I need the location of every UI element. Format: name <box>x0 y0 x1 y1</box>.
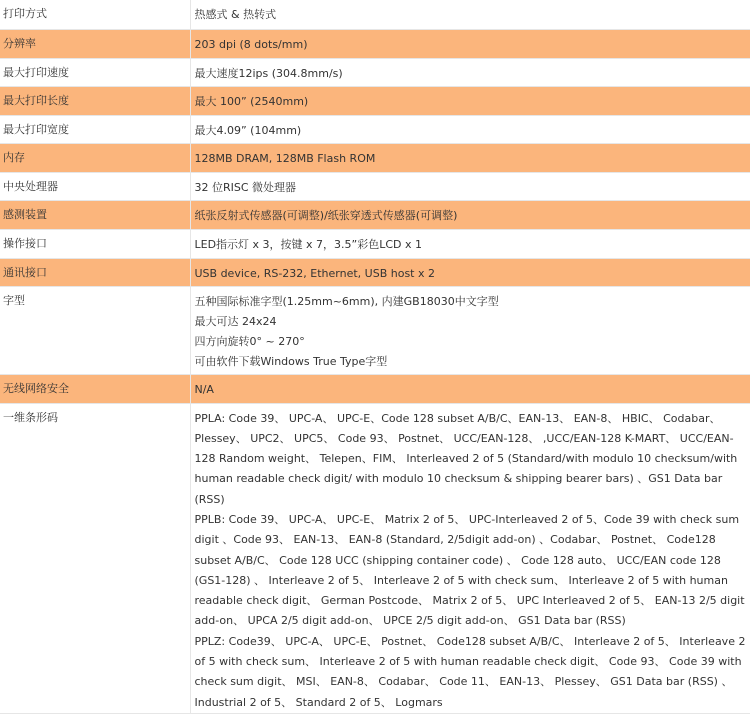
spec-value-line: 32 位RISC 微处理器 <box>194 180 297 194</box>
spec-value-line: 五种国际标准字型(1.25mm~6mm), 内建GB18030中文字型 <box>194 294 499 308</box>
spec-label: 感测装置 <box>0 200 190 229</box>
spec-value <box>190 86 750 115</box>
spec-value-line: 最大4.09” (104mm) <box>194 123 302 137</box>
spec-row-max-print-width <box>0 115 750 143</box>
spec-value <box>190 115 750 143</box>
spec-label: 通讯接口 <box>0 258 190 286</box>
spec-row-max-print-length <box>0 86 750 115</box>
spec-label: 一维条形码 <box>0 403 190 713</box>
spec-value-line: 可由软件下载Windows True Type字型 <box>194 354 388 368</box>
barcode-paragraph-pplb: PPLB: Code 39、 UPC-A、 UPC-E、 Matrix 2 of 5、 UPC-Interleaved 2 of 5、Code 39 with check sum digit 、Code 93、 EAN-13、 EAN-8 (Standard, 2/5digit add-on) 、Codabar、 Postnet、 Code128 subset A/B/C、 Code 128 UCC (shipping container code) 、 Code 128 auto、 UCC/EAN code 128 (GS1-128) 、 Interleave 2 of 5、 Interleave 2 of 5 with check sum、 Interleave 2 of 5 with human readable check digit、 German Postcode、 Matrix 2 of 5、 UPC Interleaved 2 of 5、 EAN-13 2/5 digit add-on、 UPCA 2/5 digit add-on、 UPCE 2/5 digit add-on、 GS1 Data bar (RSS) <box>194 512 745 628</box>
spec-value <box>190 143 750 172</box>
spec-label: 分辨率 <box>0 29 190 58</box>
spec-value-line: USB device, RS-232, Ethernet, USB host x 2 <box>194 266 435 280</box>
spec-value <box>190 286 750 374</box>
barcode-paragraph-pplz: PPLZ: Code39、 UPC-A、 UPC-E、 Postnet、 Code128 subset A/B/C、 Interleave 2 of 5、 Interleave 2 of 5 with check sum、 Interleave 2 of 5 with human readable check digit、 Code 93、 Code 39 with check sum digit、 MSI、 EAN-8、 Codabar、 Code 11、 EAN-13、 Plessey、 GS1 Data bar (RSS) 、 Industrial 2 of 5、 Standard 2 of 5、 Logmars <box>194 634 746 709</box>
spec-row-resolution <box>0 29 750 58</box>
spec-value-line: 最大速度12ips (304.8mm/s) <box>194 66 343 80</box>
spec-row-1d-barcodes <box>0 403 750 713</box>
spec-value <box>190 200 750 229</box>
spec-label: 字型 <box>0 286 190 374</box>
barcode-paragraph-ppla: PPLA: Code 39、 UPC-A、 UPC-E、Code 128 subset A/B/C、EAN-13、 EAN-8、 HBIC、 Codabar、 Plessey、 UPC2、 UPC5、 Code 93、 Postnet、 UCC/EAN-128、 ,UCC/EAN-128 K-MART、 UCC/EAN-128 Random weight、 Telepen、FIM、 Interleaved 2 of 5 (Standard/with modulo 10 checksum/with human readable check digit/ with modulo 10 checksum & shipping bearer bars) 、GS1 Data bar (RSS) <box>194 411 738 506</box>
spec-row-memory <box>0 143 750 172</box>
spec-value-line: 四方向旋转0° ~ 270° <box>194 334 305 348</box>
spec-value-line: 128MB DRAM, 128MB Flash ROM <box>194 151 376 165</box>
spec-row-sensors <box>0 200 750 229</box>
spec-value <box>190 0 750 29</box>
spec-label: 内存 <box>0 143 190 172</box>
spec-value-line: 纸张反射式传感器(可调整)/纸张穿透式传感器(可调整) <box>194 208 458 222</box>
spec-row-wireless-security <box>0 374 750 403</box>
spec-value-line: 热感式 & 热转式 <box>194 8 277 21</box>
spec-row-operation-interface <box>0 229 750 258</box>
spec-label: 无线网络安全 <box>0 374 190 403</box>
spec-row-print-method <box>0 0 750 29</box>
spec-value <box>190 29 750 58</box>
spec-value <box>190 58 750 86</box>
spec-row-communication-interface <box>0 258 750 286</box>
spec-value <box>190 229 750 258</box>
spec-value <box>190 172 750 200</box>
spec-row-fonts <box>0 286 750 374</box>
spec-value <box>190 403 750 713</box>
spec-value-line: LED指示灯 x 3，按键 x 7，3.5”彩色LCD x 1 <box>194 237 423 251</box>
spec-label: 中央处理器 <box>0 172 190 200</box>
spec-row-max-print-speed <box>0 58 750 86</box>
spec-value <box>190 374 750 403</box>
spec-value-line: 203 dpi (8 dots/mm) <box>194 37 308 51</box>
spec-value-line: 最大可达 24x24 <box>194 314 277 328</box>
spec-row-cpu <box>0 172 750 200</box>
spec-label: 最大打印速度 <box>0 58 190 86</box>
spec-label: 最大打印宽度 <box>0 115 190 143</box>
spec-label: 打印方式 <box>0 0 190 29</box>
spec-label: 操作接口 <box>0 229 190 258</box>
spec-label: 最大打印长度 <box>0 86 190 115</box>
spec-value-line: N/A <box>194 382 214 396</box>
spec-value-line: 最大 100” (2540mm) <box>194 94 309 108</box>
spec-value <box>190 258 750 286</box>
